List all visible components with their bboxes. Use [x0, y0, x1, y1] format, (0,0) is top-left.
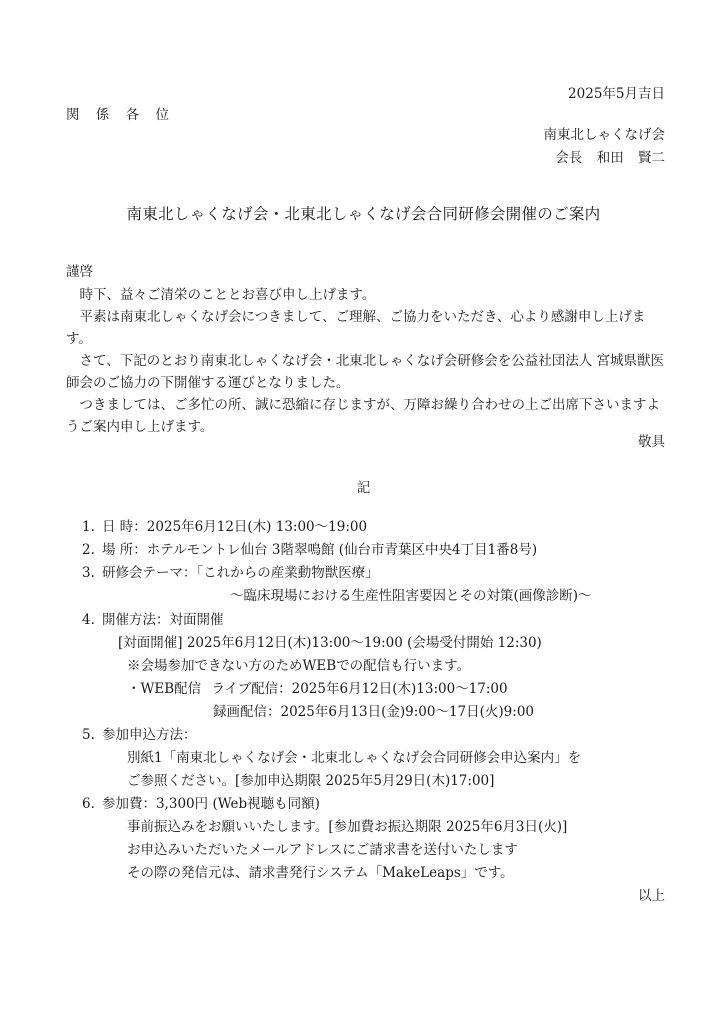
item-value: ホテルモントレ仙台 3階翠鳴館 (仙台市青葉区中央4丁目1番8号)	[146, 542, 538, 558]
item-number: 3.	[82, 565, 95, 581]
item-number: 1.	[82, 519, 95, 535]
format-line: ・WEB配信 ライブ配信：2025年6月12日(木)13:00～17:00	[127, 681, 508, 697]
item-number: 2.	[82, 542, 95, 558]
letter-body	[66, 284, 666, 438]
fee-line: その際の発信元は、請求書発行システム「MakeLeaps」です。	[127, 865, 514, 881]
detail-item-format	[82, 614, 224, 628]
item-label: 参加費：	[102, 796, 156, 812]
format-line: ※会場参加できない方のためWEBでの配信も行います。	[127, 658, 471, 674]
recipients: 関 係 各 位	[66, 107, 175, 123]
format-line: 録画配信：2025年6月13日(金)9:00～17日(火)9:00	[213, 704, 535, 720]
item-label: 開催方法：	[102, 612, 170, 628]
letter-paragraph: つきましては、ご多忙の所、誠に恐縮に存じますが、万障お繰り合わせの上ご出席下さいますようご案内申し上げます。	[66, 397, 660, 435]
detail-item-registration	[82, 729, 197, 743]
detail-item-fee	[82, 798, 320, 812]
fee-line: お申込みいただいたメールアドレスにご請求書を送付いたします	[127, 842, 518, 858]
item-number: 5.	[82, 727, 95, 743]
fee-line: 事前振込みをお願いいたします。[参加費お振込期限 2025年6月3日(火)]	[127, 819, 568, 835]
letter-paragraph: 時下、益々ご清栄のこととお喜び申し上げます。	[79, 287, 376, 303]
item-label: 研修会テーマ：	[102, 565, 197, 581]
item-number: 6.	[82, 796, 95, 812]
sender-name: 会長 和田 賢二	[555, 150, 665, 166]
item-value: 「これからの産業動物獣医療」	[196, 565, 379, 581]
detail-item-date	[82, 521, 367, 535]
detail-item-theme	[82, 567, 379, 581]
format-line: [対面開催] 2025年6月12日(木)13:00～19:00 (会場受付開始 12:30)	[118, 635, 542, 651]
registration-line: ご参照ください。[参加申込期限 2025年5月29日(木)17:00]	[127, 773, 495, 789]
closing-salutation: 敬具	[638, 434, 665, 450]
page-title: 南東北しゃくなげ会・北東北しゃくなげ会合同研修会開催のご案内	[126, 205, 601, 223]
letter-paragraph: 平素は南東北しゃくなげ会につきまして、ご理解、ご協力をいただき、心より感謝申し上げます。	[66, 309, 646, 347]
details-heading: 記	[356, 480, 371, 496]
letter-paragraph: さて、下記のとおり南東北しゃくなげ会・北東北しゃくなげ会研修会を公益社団法人 宮城県獣医師会のご協力の下開催する運びとなりました。	[66, 353, 665, 391]
item-value: 2025年6月12日(木) 13:00～19:00	[146, 519, 368, 535]
item-label: 日 時：	[102, 519, 147, 535]
sender-organization: 南東北しゃくなげ会	[543, 127, 665, 143]
registration-line: 別紙1「南東北しゃくなげ会・北東北しゃくなげ会合同研修会申込案内」を	[127, 750, 582, 766]
detail-item-venue	[82, 544, 537, 558]
item-number: 4.	[82, 612, 95, 628]
end-mark: 以上	[638, 888, 665, 904]
item-value: 対面開催	[169, 612, 224, 628]
theme-subtitle: ～臨床現場における生産性阻害要因とその対策(画像診断)～	[230, 588, 592, 604]
item-label: 参加申込方法：	[102, 727, 197, 743]
document-date: 2025年5月吉日	[568, 86, 665, 102]
item-value: 3,300円 (Web視聴も同額)	[156, 796, 320, 812]
item-label: 場 所：	[102, 542, 147, 558]
opening-salutation: 謹啓	[66, 264, 93, 280]
